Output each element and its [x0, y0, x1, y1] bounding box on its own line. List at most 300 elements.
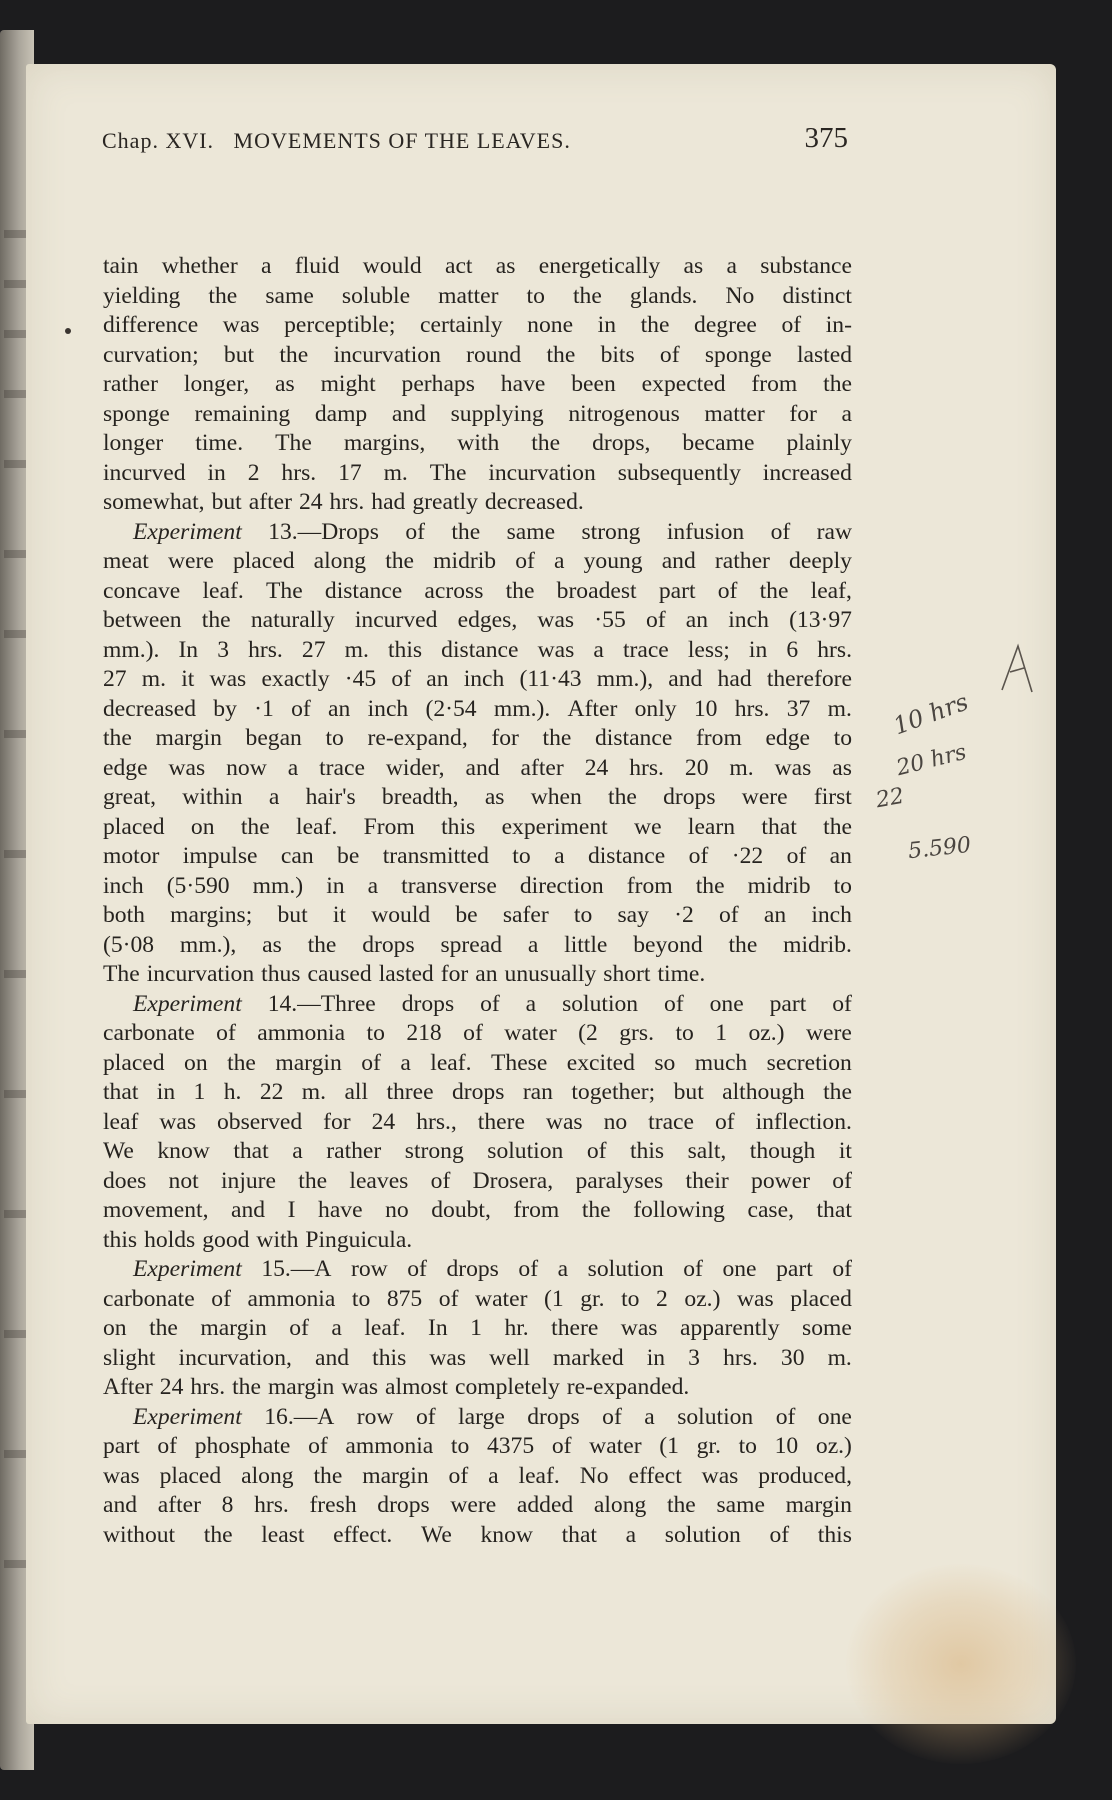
word: time. [657, 961, 706, 987]
word: less; [687, 636, 730, 663]
word: expected [641, 371, 726, 397]
word: drops [527, 1403, 580, 1430]
word: paralyses [575, 1167, 664, 1194]
word: round [466, 341, 522, 368]
text-line [103, 960, 852, 990]
word: was [341, 1374, 379, 1400]
word: leaf, [810, 577, 852, 604]
word: an [829, 843, 852, 869]
word: that [761, 813, 797, 840]
word: in [207, 459, 226, 486]
word: m. [383, 459, 408, 486]
word: to [526, 282, 545, 309]
facing-page-text-fragment [4, 970, 26, 978]
word: have [318, 1197, 363, 1223]
word: the [232, 1374, 261, 1400]
word: concave [103, 577, 181, 604]
word: greatly [412, 489, 478, 515]
word: ·55 [594, 607, 626, 633]
word: decreased. [484, 489, 584, 515]
word: incurvation, [178, 1344, 292, 1371]
facing-page-text-fragment [4, 280, 26, 288]
word: to [675, 1020, 694, 1046]
word: have [500, 371, 546, 397]
handwritten-margin-notes [874, 630, 1040, 870]
word: as [495, 253, 516, 279]
word: in [597, 312, 616, 338]
word: hrs. [248, 636, 283, 663]
word: the [227, 1049, 256, 1076]
word: phosphate [194, 1433, 291, 1459]
word: slight [103, 1344, 156, 1371]
word: (11·43 [519, 666, 582, 692]
word: No [725, 282, 755, 309]
word: leaf. [296, 813, 338, 840]
word: were [805, 1020, 852, 1046]
word: was [537, 636, 575, 663]
word: solution [664, 1521, 741, 1548]
word: hrs. [817, 636, 852, 663]
word: (5·590 [166, 872, 230, 899]
word: and [668, 666, 703, 692]
word: an [763, 902, 787, 928]
word: (2 [578, 1020, 598, 1046]
word: of [683, 1256, 703, 1282]
word: 24 [584, 754, 609, 781]
word: margin [362, 1462, 429, 1489]
word: three [386, 1079, 434, 1105]
word: motor [103, 843, 160, 869]
word: of [786, 843, 807, 869]
word: oz.) [684, 1285, 721, 1312]
word: We [103, 1138, 134, 1164]
word: naturally [250, 607, 335, 633]
word: although [722, 1079, 805, 1105]
word: of [832, 1256, 852, 1282]
running-head: Chap. XVI. MOVEMENTS OF THE LEAVES. [102, 128, 571, 153]
text-line [103, 547, 852, 577]
word: apparently [679, 1315, 780, 1341]
word: now [226, 754, 267, 781]
word: leaf. [364, 1315, 406, 1341]
word: energetically [538, 253, 661, 279]
word: by [213, 695, 237, 722]
word: to [450, 1433, 470, 1459]
text-line [103, 1108, 852, 1138]
text-line [103, 606, 852, 636]
word: of [602, 1403, 622, 1430]
word: the [581, 1197, 611, 1223]
word: the [546, 341, 576, 368]
word: incurvation [333, 341, 441, 368]
facing-page-text-fragment [4, 1210, 26, 1218]
word: glands. [629, 282, 698, 309]
word: These [490, 1049, 548, 1076]
text-line [103, 1019, 852, 1049]
word: leaf. [518, 1462, 560, 1489]
word: m. [344, 636, 369, 663]
word: but [211, 489, 242, 515]
word: no [385, 1197, 409, 1223]
word: a [367, 872, 379, 899]
word: a [287, 754, 299, 781]
word: but [223, 341, 255, 368]
word: of [645, 607, 666, 633]
word: to [325, 725, 344, 751]
word: oz.) [748, 1020, 785, 1046]
word: of [405, 518, 425, 545]
caret-mark-icon [998, 638, 1038, 698]
word: was [222, 312, 260, 338]
word: though [749, 1138, 816, 1164]
word: the [203, 1521, 233, 1548]
experiment-heading-word: Experiment [133, 990, 242, 1017]
text-line [103, 1491, 852, 1521]
word: to [833, 872, 852, 899]
word: and [391, 400, 426, 427]
text-line [103, 459, 852, 489]
word: row [356, 1403, 394, 1430]
word: the [608, 784, 637, 810]
word: 10 [693, 695, 718, 722]
word: least [261, 1521, 305, 1548]
word: hr. [504, 1315, 529, 1341]
word: therefore [766, 666, 852, 692]
word: same [716, 1492, 765, 1518]
word: injure [220, 1167, 277, 1194]
word: without [103, 1521, 176, 1548]
word: inch [811, 902, 852, 928]
word: m. [301, 1079, 327, 1105]
word: along [593, 1492, 647, 1518]
word: a [841, 400, 852, 427]
word: hair's [305, 784, 356, 810]
word: spread [440, 931, 503, 958]
word: placed [790, 1285, 852, 1312]
word: the [759, 577, 789, 604]
word: 1 [715, 1020, 728, 1046]
word: completely [454, 1374, 560, 1400]
text-line [103, 813, 852, 843]
word: to [573, 902, 593, 928]
word: difference [103, 312, 199, 338]
word: large [458, 1403, 505, 1430]
word: edge [103, 754, 148, 781]
text-line [103, 1373, 852, 1403]
word: drops [377, 1492, 430, 1518]
word: short [603, 961, 651, 987]
word: movement, [103, 1197, 209, 1223]
word: in [748, 636, 768, 663]
word: hrs. [329, 489, 365, 515]
word: does [103, 1167, 147, 1194]
word: ·22 [731, 843, 764, 869]
word: after [520, 754, 564, 781]
word: of [770, 518, 791, 545]
word: midrib [433, 548, 497, 574]
word: perhaps [401, 371, 475, 397]
word: of [769, 1521, 790, 1548]
word: incurvation [146, 961, 255, 987]
word: The [275, 430, 312, 456]
word: of [407, 1256, 427, 1282]
word: fluid [294, 253, 340, 279]
word: effect. [333, 1521, 393, 1548]
word: somewhat, [103, 489, 205, 515]
word: mm.). [103, 636, 160, 663]
word: one [722, 1256, 757, 1282]
word: rather [714, 548, 770, 574]
word: to [351, 1285, 371, 1312]
word: drops [446, 1256, 499, 1282]
word: 6 [786, 636, 799, 663]
word: along [241, 1462, 294, 1489]
word: of [775, 1403, 796, 1430]
word: between [103, 607, 182, 633]
word: 24 [371, 1108, 396, 1135]
word: inch [463, 666, 505, 692]
word: 13.—Drops [268, 518, 379, 545]
text-line [103, 695, 852, 725]
word: of [714, 1108, 735, 1135]
word: of [781, 312, 802, 338]
word: a [331, 1315, 342, 1341]
ink-dot-mark [65, 328, 71, 334]
word: would [362, 253, 422, 279]
word: hrs. [629, 754, 664, 781]
word: in [646, 1344, 666, 1371]
word: part [776, 1256, 813, 1282]
word: in [326, 872, 345, 899]
word: 24 [298, 489, 323, 515]
word: a [644, 1403, 655, 1430]
word: 1 [193, 1079, 206, 1105]
word: distance [587, 843, 666, 869]
word: to [833, 725, 852, 751]
word: m. [729, 754, 754, 781]
word: 37 [786, 695, 811, 722]
text-line [103, 429, 852, 459]
word: substance [760, 253, 852, 279]
word: experiment [501, 813, 608, 840]
text-line [103, 783, 852, 813]
word: the [666, 1492, 696, 1518]
word: both [103, 902, 145, 928]
word: the [823, 813, 852, 840]
word: after [248, 489, 292, 515]
word: and [465, 754, 500, 781]
word: across [424, 577, 484, 604]
word: mm.) [252, 872, 304, 899]
facing-page-text-fragment [4, 550, 26, 558]
word: beyond [633, 931, 703, 958]
word: a [527, 931, 539, 958]
word: this [441, 813, 476, 840]
word: it [332, 902, 346, 928]
word: hrs. [254, 1492, 289, 1518]
facing-page-text-fragment [4, 730, 26, 738]
word: 16.—A [264, 1403, 335, 1430]
word: rather [326, 1138, 382, 1164]
word: breadth, [381, 784, 459, 810]
word: of [211, 1285, 231, 1312]
word: within [182, 784, 243, 810]
word: the [298, 1167, 328, 1194]
word: placed [232, 548, 295, 574]
text-line [103, 665, 852, 695]
word: certainly [420, 312, 503, 338]
word: on [103, 1315, 127, 1341]
word: but [277, 902, 308, 928]
word: of [480, 990, 500, 1017]
word: m. [827, 1344, 852, 1371]
word: in- [825, 312, 852, 338]
word: drops [451, 1079, 505, 1105]
word: the [823, 371, 852, 397]
word: inch [103, 872, 144, 899]
word: leaf. [202, 577, 244, 604]
word: doubt, [431, 1197, 491, 1223]
word: mm.). [493, 695, 551, 722]
word: observed [217, 1108, 303, 1135]
word: 30 [780, 1344, 805, 1371]
word: ·2 [674, 902, 694, 928]
word: of [659, 341, 680, 368]
word: 3 [217, 636, 229, 663]
text-line [103, 636, 852, 666]
word: carbonate [103, 1020, 195, 1046]
word: of [586, 1138, 607, 1164]
word: of [717, 577, 738, 604]
word: trace [648, 1108, 694, 1135]
text-line [103, 931, 852, 961]
word: edges, [457, 607, 518, 633]
word: decreased [103, 695, 196, 722]
word: yielding [103, 282, 181, 309]
word: this [387, 636, 423, 663]
word: 875 [386, 1285, 423, 1312]
word: leaves [349, 1167, 409, 1194]
word: remaining [194, 400, 291, 427]
word: 14.—Three [267, 990, 376, 1017]
text-line [103, 518, 852, 548]
word: an [475, 961, 498, 987]
word: drops [362, 931, 415, 958]
word: the [531, 430, 561, 456]
word: of [291, 695, 311, 722]
word: incurvation [488, 459, 596, 486]
word: were [167, 548, 214, 574]
word: had [717, 666, 752, 692]
word: of [216, 1020, 236, 1046]
word: 2 [656, 1285, 668, 1312]
word: a [292, 1138, 303, 1164]
facing-page-text-fragment [4, 230, 26, 238]
word: water [589, 1433, 642, 1459]
word: matter [438, 282, 499, 309]
word: be [455, 902, 478, 928]
word: of [361, 1049, 381, 1076]
word: as [683, 253, 704, 279]
text-line [103, 488, 852, 518]
text-line [103, 1344, 852, 1374]
word: there [551, 1315, 599, 1341]
word: supplying [450, 400, 544, 427]
word: all [344, 1079, 369, 1105]
margin-note-4: 5.590 [906, 832, 973, 865]
word: little [564, 931, 608, 958]
word: midrib [747, 872, 811, 899]
word: lasted [796, 341, 852, 368]
word: sponge [103, 400, 170, 427]
word: leaf [103, 1108, 139, 1135]
word: (2·54 [425, 695, 477, 722]
word: of [463, 1020, 483, 1046]
word: (5·08 [103, 931, 155, 958]
word: together; [571, 1079, 656, 1105]
word: know [480, 1521, 533, 1548]
text-line [103, 990, 852, 1020]
word: was [168, 754, 206, 781]
word: were [450, 1492, 497, 1518]
word: there [477, 1108, 525, 1135]
word: it [181, 666, 195, 692]
word: same [506, 518, 556, 545]
facing-page-text-fragment [4, 330, 26, 338]
word: of [308, 1433, 328, 1459]
word: impulse [182, 843, 258, 869]
word: midrib. [783, 931, 852, 958]
word: water [504, 1020, 557, 1046]
word: placed [159, 1462, 222, 1489]
word: unusually [504, 961, 597, 987]
word: From [363, 813, 415, 840]
facing-page-text-fragment [4, 390, 26, 398]
word: in [156, 1079, 176, 1105]
facing-page-text-fragment [4, 1560, 26, 1568]
facing-page-text-fragment [4, 1090, 26, 1098]
word: In [428, 1315, 448, 1341]
word: from [626, 872, 673, 899]
word: secretion [766, 1049, 852, 1076]
word: subsequently [617, 459, 741, 486]
word: as [275, 371, 295, 397]
word: deeply [789, 548, 852, 574]
word: Drosera, [472, 1167, 554, 1194]
word: ammonia [257, 1020, 346, 1046]
word: that [233, 1138, 269, 1164]
word: power [751, 1167, 811, 1194]
word: of [289, 1315, 309, 1341]
word: of [448, 1462, 469, 1489]
word: began [245, 725, 302, 751]
page-number: 375 [804, 122, 848, 154]
word: inch [728, 607, 769, 633]
word: the [279, 341, 309, 368]
word: row [350, 1256, 388, 1282]
word: know [157, 1138, 210, 1164]
word: on [190, 813, 215, 840]
word: that [561, 1521, 597, 1548]
word: was [737, 1285, 774, 1312]
word: rather [103, 371, 159, 397]
word: from [513, 1197, 560, 1223]
word: 4375 [486, 1433, 535, 1459]
word: great, [103, 784, 157, 810]
word: we [634, 813, 662, 840]
text-line [103, 1049, 852, 1079]
word: and [103, 1492, 138, 1518]
